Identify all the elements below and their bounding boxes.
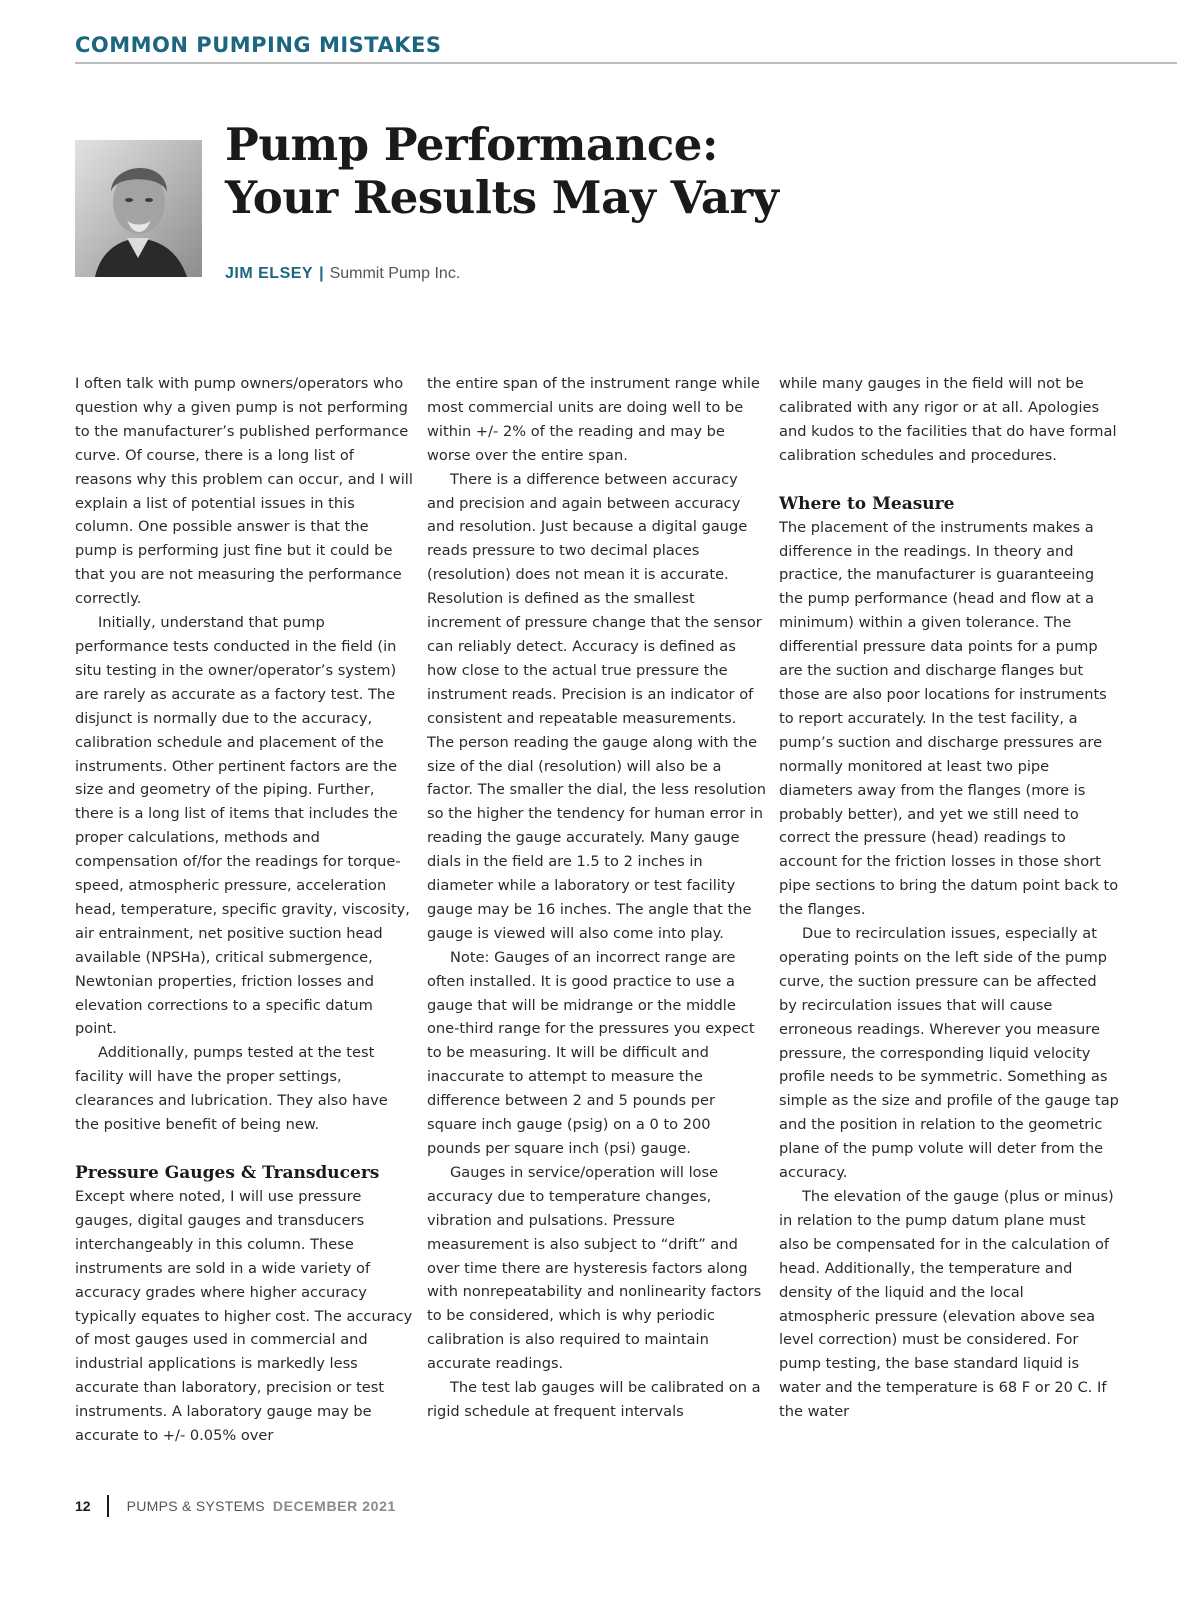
article-title-line-2: Your Results May Vary xyxy=(225,171,779,224)
author-name: JIM ELSEY xyxy=(225,265,314,282)
author-photo xyxy=(75,140,202,277)
subheading-pressure-gauges: Pressure Gauges & Transducers xyxy=(75,1163,380,1183)
paragraph: Gauges in service/operation will lose accuracy due to temperature changes, vibration and pulsations. Pressure measurement is also subject to “drift” and over time there are hysteresis factors along with nonrepeatability and nonlinearity factors to be considered, which is why periodic calibration is also required to maintain accurate readings. xyxy=(427,1163,762,1373)
paragraph: The elevation of the gauge (plus or minus) in relation to the pump datum plane must also be compensated for in the calculation of head. Additionally, the temperature and density of the liquid and the local atmospheric pressure (elevation above sea level correction) must be considered. For pump testing, the base standard liquid is water and the temperature is 68 F or 20 C. If the water xyxy=(779,1188,1114,1421)
section-label: COMMON PUMPING MISTAKES xyxy=(75,33,442,57)
paragraph: Except where noted, I will use pressure gauges, digital gauges and transducers interchangeably in this column. These instruments are sold in a wide variety of accuracy grades where higher accuracy typically equates to higher cost. The accuracy of most gauges used in commercial and industrial applications is markedly less accurate than laboratory, precision or test instruments. A laboratory gauge may be accurate to +/- 0.05% over xyxy=(75,1188,413,1445)
article-column-2 xyxy=(427,372,767,1424)
article-column-1 xyxy=(75,372,415,1448)
issue-date: DECEMBER 2021 xyxy=(272,1498,396,1514)
page-footer xyxy=(75,1495,396,1517)
paragraph: Additionally, pumps tested at the test facility will have the proper settings, clearances and lubrication. They also have the positive benefit of being new. xyxy=(75,1044,388,1134)
top-divider xyxy=(75,62,1177,64)
paragraph: while many gauges in the field will not be calibrated with any rigor or at all. Apologies and kudos to the facilities that do have formal calibration schedules and procedures. xyxy=(779,375,1117,464)
byline-separator: | xyxy=(319,265,324,282)
article-title-line-1: Pump Performance: xyxy=(225,118,718,171)
page-number: 12 xyxy=(75,1498,91,1514)
author-portrait-image xyxy=(75,140,202,277)
footer-divider xyxy=(107,1495,109,1517)
paragraph: There is a difference between accuracy and precision and again between accuracy and resolution. Just because a digital gauge reads pressure to two decimal places (resolution) does not mean it is accurate. Resolution is defined as the smallest increment of pressure change that the sensor can reliably detect. Accuracy is defined as how close to the actual true pressure the instrument reads. Precision is an indicator of consistent and repeatable measurements. The person reading the gauge along with the size of the dial (resolution) will also be a factor. The smaller the dial, the less resolution so the higher the tendency for human error in reading the gauge accurately. Many gauge dials in the field are 1.5 to 2 inches in diameter while a laboratory or test facility gauge may be 16 inches. The angle that the gauge is viewed will also come into play. xyxy=(427,470,767,942)
paragraph: Note: Gauges of an incorrect range are often installed. It is good practice to use a gauge that will be midrange or the middle one-third range for the pressures you expect to be measuring. It will be difficult and inaccurate to attempt to measure the difference between 2 and 5 pounds per square inch gauge (psig) on a 0 to 200 pounds per square inch (psi) gauge. xyxy=(427,948,755,1157)
paragraph: I often talk with pump owners/operators who question why a given pump is not performing to the manufacturer’s published performance curve. Of course, there is a long list of reasons why this problem can occur, and I will explain a list of potential issues in this column. One possible answer is that the pump is performing just fine but it could be that you are not measuring the performance correctly. xyxy=(75,375,413,608)
paragraph: Initially, understand that pump performance tests conducted in the field (in situ testing in the owner/operator’s system) are rarely as accurate as a factory test. The disjunct is normally due to the accuracy, calibration schedule and placement of the instruments. Other pertinent factors are the size and geometry of the piping. Further, there is a long list of items that includes the proper calculations, methods and compensation of/for the readings for torque-speed, atmospheric pressure, acceleration head, temperature, specific gravity, viscosity, air entrainment, net positive suction head available (NPSHa), critical submergence, Newtonian properties, friction losses and elevation corrections to a specific datum point. xyxy=(75,614,410,1038)
paragraph: Due to recirculation issues, especially at operating points on the left side of the pump curve, the suction pressure can be affected by recirculation issues that will cause erroneous readings. Wherever you measure pressure, the corresponding liquid velocity profile needs to be symmetric. Something as simple as the size and profile of the gauge tap and the position in relation to the geometric plane of the pump volute will deter from the accuracy. xyxy=(779,925,1119,1182)
paragraph: The test lab gauges will be calibrated on a rigid schedule at frequent intervals xyxy=(427,1379,761,1420)
article-column-3 xyxy=(779,372,1119,1424)
subheading-where-to-measure: Where to Measure xyxy=(779,493,955,514)
article-title xyxy=(225,118,925,224)
author-company: Summit Pump Inc. xyxy=(329,265,461,282)
magazine-name: PUMPS & SYSTEMS xyxy=(126,1498,265,1514)
byline xyxy=(225,265,460,283)
paragraph: the entire span of the instrument range while most commercial units are doing well to be within +/- 2% of the reading and may be worse over the entire span. xyxy=(427,375,760,464)
paragraph: The placement of the instruments makes a difference in the readings. In theory and practice, the manufacturer is guaranteeing the pump performance (head and flow at a minimum) within a given tolerance. The differential pressure data points for a pump are the suction and discharge flanges but those are also poor locations for instruments to report accurately. In the test facility, a pump’s suction and discharge pressures are normally monitored at least two pipe diameters away from the flanges (more is probably better), and yet we still need to correct the pressure (head) readings to account for the friction losses in those short pipe sections to bring the datum point back to the flanges. xyxy=(779,518,1119,919)
